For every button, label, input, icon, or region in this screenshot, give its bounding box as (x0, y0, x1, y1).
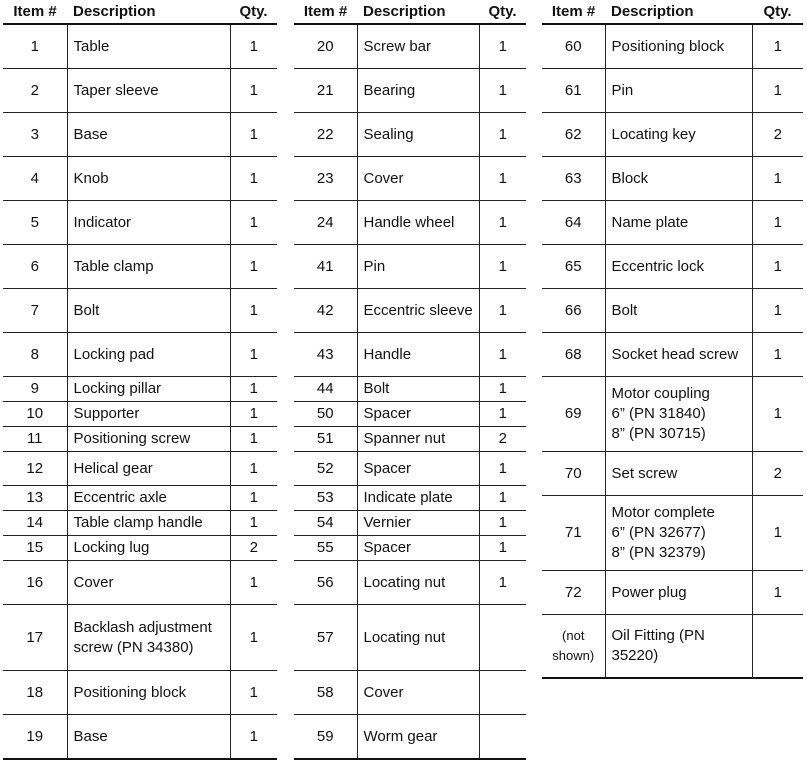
item-number: 71 (542, 496, 605, 571)
description-line: Backlash adjustment (73, 618, 212, 636)
table-row (542, 113, 803, 157)
item-qty: 2 (752, 113, 803, 157)
table-row (542, 157, 803, 201)
table-header-row (294, 0, 526, 24)
item-qty: 1 (230, 333, 277, 377)
item-number: 41 (294, 245, 357, 289)
item-description: Bolt (67, 289, 230, 333)
item-description: Vernier (357, 511, 479, 536)
header-qty: Qty. (752, 0, 803, 24)
item-description: Set screw (605, 452, 752, 496)
item-number: 16 (3, 561, 67, 605)
table-row (542, 615, 803, 679)
item-description: Indicator (67, 201, 230, 245)
item-description: Indicate plate (357, 486, 479, 511)
item-description: Power plug (605, 571, 752, 615)
header-description: Description (605, 0, 752, 24)
item-qty: 1 (479, 486, 526, 511)
table-row (542, 333, 803, 377)
item-description (605, 377, 752, 452)
table-row (294, 24, 526, 69)
item-number: 5 (3, 201, 67, 245)
table-row (542, 69, 803, 113)
table-row (294, 452, 526, 486)
item-qty: 1 (230, 511, 277, 536)
description-line: Oil Fitting (PN (611, 627, 705, 644)
item-description (605, 496, 752, 571)
item-description: Worm gear (357, 715, 479, 760)
item-qty: 1 (479, 377, 526, 402)
item-qty: 1 (479, 536, 526, 561)
item-qty (752, 615, 803, 679)
item-description: Positioning block (67, 671, 230, 715)
item-number: 44 (294, 377, 357, 402)
table-row (3, 402, 277, 427)
item-number: 17 (3, 605, 67, 671)
item-description: Base (67, 113, 230, 157)
item-number: 53 (294, 486, 357, 511)
item-qty: 1 (752, 157, 803, 201)
table-row (294, 486, 526, 511)
item-description: Spacer (357, 452, 479, 486)
parts-table-2 (294, 0, 526, 760)
item-qty: 1 (752, 24, 803, 69)
item-description: Bolt (605, 289, 752, 333)
item-description: Sealing (357, 113, 479, 157)
item-qty: 1 (230, 715, 277, 760)
item-number: 61 (542, 69, 605, 113)
item-qty: 1 (752, 377, 803, 452)
item-description: Supporter (67, 402, 230, 427)
table-row (3, 536, 277, 561)
item-description: Positioning screw (67, 427, 230, 452)
table-row (3, 377, 277, 402)
item-qty: 1 (479, 113, 526, 157)
item-number: 2 (3, 69, 67, 113)
item-description: Socket head screw (605, 333, 752, 377)
item-description: Name plate (605, 201, 752, 245)
item-number: 57 (294, 605, 357, 671)
table-row (3, 486, 277, 511)
item-number: 20 (294, 24, 357, 69)
item-number: 7 (3, 289, 67, 333)
description-line: Motor complete (611, 504, 715, 521)
table-row (542, 24, 803, 69)
item-description: Locking pillar (67, 377, 230, 402)
item-description: Spanner nut (357, 427, 479, 452)
item-description: Eccentric axle (67, 486, 230, 511)
item-description: Locking lug (67, 536, 230, 561)
item-description: Locking pad (67, 333, 230, 377)
item-qty: 1 (230, 671, 277, 715)
item-qty: 1 (752, 496, 803, 571)
item-description: Eccentric lock (605, 245, 752, 289)
table-row (294, 605, 526, 671)
item-number: 60 (542, 24, 605, 69)
item-qty: 1 (230, 245, 277, 289)
table-row (3, 452, 277, 486)
item-number: 63 (542, 157, 605, 201)
table-row (294, 377, 526, 402)
item-description: Positioning block (605, 24, 752, 69)
item-number: 50 (294, 402, 357, 427)
table-row (3, 605, 277, 671)
item-qty (479, 605, 526, 671)
table-row (294, 561, 526, 605)
item-qty: 1 (230, 289, 277, 333)
item-number: 13 (3, 486, 67, 511)
item-number: 8 (3, 333, 67, 377)
item-number: 14 (3, 511, 67, 536)
item-number: 15 (3, 536, 67, 561)
item-description: Handle (357, 333, 479, 377)
item-description: Cover (67, 561, 230, 605)
item-number: 24 (294, 201, 357, 245)
item-qty: 1 (230, 452, 277, 486)
item-number: 22 (294, 113, 357, 157)
item-qty: 1 (230, 24, 277, 69)
item-qty: 1 (479, 402, 526, 427)
item-qty: 1 (479, 201, 526, 245)
header-description: Description (357, 0, 479, 24)
header-description: Description (67, 0, 230, 24)
item-qty: 1 (479, 69, 526, 113)
item-qty: 1 (479, 157, 526, 201)
item-number: 4 (3, 157, 67, 201)
description-line: 35220) (611, 647, 659, 664)
table-header-row (3, 0, 277, 24)
item-number: 51 (294, 427, 357, 452)
item-description: Screw bar (357, 24, 479, 69)
item-qty: 1 (752, 289, 803, 333)
item-qty: 1 (230, 69, 277, 113)
table-row (294, 427, 526, 452)
parts-table-1 (3, 0, 277, 760)
item-qty: 1 (230, 377, 277, 402)
table-row (294, 113, 526, 157)
table-row (542, 571, 803, 615)
item-qty: 1 (479, 511, 526, 536)
item-number: 55 (294, 536, 357, 561)
item-qty: 1 (479, 24, 526, 69)
header-item: Item # (294, 0, 357, 24)
item-qty: 1 (479, 289, 526, 333)
item-qty: 1 (479, 561, 526, 605)
item-description: Cover (357, 157, 479, 201)
table-row (3, 511, 277, 536)
item-number: 11 (3, 427, 67, 452)
table-row (3, 157, 277, 201)
item-number: 10 (3, 402, 67, 427)
item-qty: 1 (479, 333, 526, 377)
item-number: 3 (3, 113, 67, 157)
table-row (294, 333, 526, 377)
description-line: 6” (PN 32677) (611, 524, 706, 541)
item-description: Table (67, 24, 230, 69)
header-qty: Qty. (479, 0, 526, 24)
item-description: Cover (357, 671, 479, 715)
item-qty: 1 (752, 571, 803, 615)
table-row (542, 377, 803, 452)
item-qty: 2 (230, 536, 277, 561)
table-row (3, 289, 277, 333)
item-description: Bearing (357, 69, 479, 113)
item-number: 21 (294, 69, 357, 113)
table-row (294, 157, 526, 201)
table-row (294, 402, 526, 427)
item-number-line: (not (562, 628, 585, 643)
item-qty (479, 715, 526, 760)
table-header-row (542, 0, 803, 24)
table-row (294, 289, 526, 333)
item-qty: 1 (752, 69, 803, 113)
table-row (3, 201, 277, 245)
table-row (542, 245, 803, 289)
item-description: Pin (357, 245, 479, 289)
item-description (605, 615, 752, 679)
table-row (3, 427, 277, 452)
item-number: 18 (3, 671, 67, 715)
table-row (3, 245, 277, 289)
item-description: Bolt (357, 377, 479, 402)
table-row (294, 245, 526, 289)
item-qty: 1 (230, 605, 277, 671)
table-row (3, 715, 277, 760)
item-number: 62 (542, 113, 605, 157)
description-line: screw (PN 34380) (73, 638, 194, 656)
item-description: Knob (67, 157, 230, 201)
item-qty: 1 (230, 561, 277, 605)
item-qty: 1 (752, 245, 803, 289)
item-number: 66 (542, 289, 605, 333)
table-row (3, 113, 277, 157)
item-qty: 1 (230, 113, 277, 157)
item-number: 64 (542, 201, 605, 245)
table-row (3, 69, 277, 113)
item-description: Eccentric sleeve (357, 289, 479, 333)
table-row (542, 201, 803, 245)
item-number: 6 (3, 245, 67, 289)
item-number: 69 (542, 377, 605, 452)
item-number: 1 (3, 24, 67, 69)
description-line: 8” (PN 32379) (611, 544, 706, 561)
item-number-line: shown) (552, 648, 595, 663)
item-number: 58 (294, 671, 357, 715)
item-description (67, 605, 230, 671)
item-description: Taper sleeve (67, 69, 230, 113)
table-row (294, 671, 526, 715)
table-row (3, 671, 277, 715)
item-description: Locating key (605, 113, 752, 157)
item-number: 9 (3, 377, 67, 402)
item-description: Locating nut (357, 605, 479, 671)
item-number: 70 (542, 452, 605, 496)
item-number: 56 (294, 561, 357, 605)
parts-table-3 (542, 0, 803, 679)
table-row (542, 452, 803, 496)
item-description: Locating nut (357, 561, 479, 605)
item-number: 23 (294, 157, 357, 201)
description-line: Motor coupling (611, 385, 710, 402)
header-qty: Qty. (230, 0, 277, 24)
table-row (542, 289, 803, 333)
description-line: 8” (PN 30715) (611, 425, 706, 442)
table-row (294, 715, 526, 760)
header-item: Item # (3, 0, 67, 24)
table-row (3, 24, 277, 69)
item-description: Handle wheel (357, 201, 479, 245)
item-number: 59 (294, 715, 357, 760)
item-description: Base (67, 715, 230, 760)
table-row (294, 536, 526, 561)
item-qty: 1 (230, 157, 277, 201)
item-qty: 1 (752, 201, 803, 245)
table-row (542, 496, 803, 571)
table-row (3, 333, 277, 377)
item-qty: 1 (230, 427, 277, 452)
item-number: 12 (3, 452, 67, 486)
header-item: Item # (542, 0, 605, 24)
item-qty: 1 (479, 245, 526, 289)
item-number: 65 (542, 245, 605, 289)
item-qty: 2 (479, 427, 526, 452)
table-row (3, 561, 277, 605)
item-number: 72 (542, 571, 605, 615)
item-description: Spacer (357, 536, 479, 561)
item-qty: 1 (752, 333, 803, 377)
item-qty: 1 (230, 486, 277, 511)
item-number: 19 (3, 715, 67, 760)
table-row (294, 511, 526, 536)
item-description: Pin (605, 69, 752, 113)
item-qty: 1 (230, 402, 277, 427)
item-qty: 2 (752, 452, 803, 496)
item-description: Spacer (357, 402, 479, 427)
item-qty (479, 671, 526, 715)
item-number: 52 (294, 452, 357, 486)
item-description: Helical gear (67, 452, 230, 486)
table-row (294, 69, 526, 113)
item-number: 54 (294, 511, 357, 536)
table-row (294, 201, 526, 245)
item-description: Table clamp handle (67, 511, 230, 536)
item-number: 68 (542, 333, 605, 377)
item-qty: 1 (479, 452, 526, 486)
item-description: Block (605, 157, 752, 201)
item-description: Table clamp (67, 245, 230, 289)
item-qty: 1 (230, 201, 277, 245)
description-line: 6” (PN 31840) (611, 405, 706, 422)
item-number: 43 (294, 333, 357, 377)
item-number: 42 (294, 289, 357, 333)
item-number (542, 615, 605, 679)
